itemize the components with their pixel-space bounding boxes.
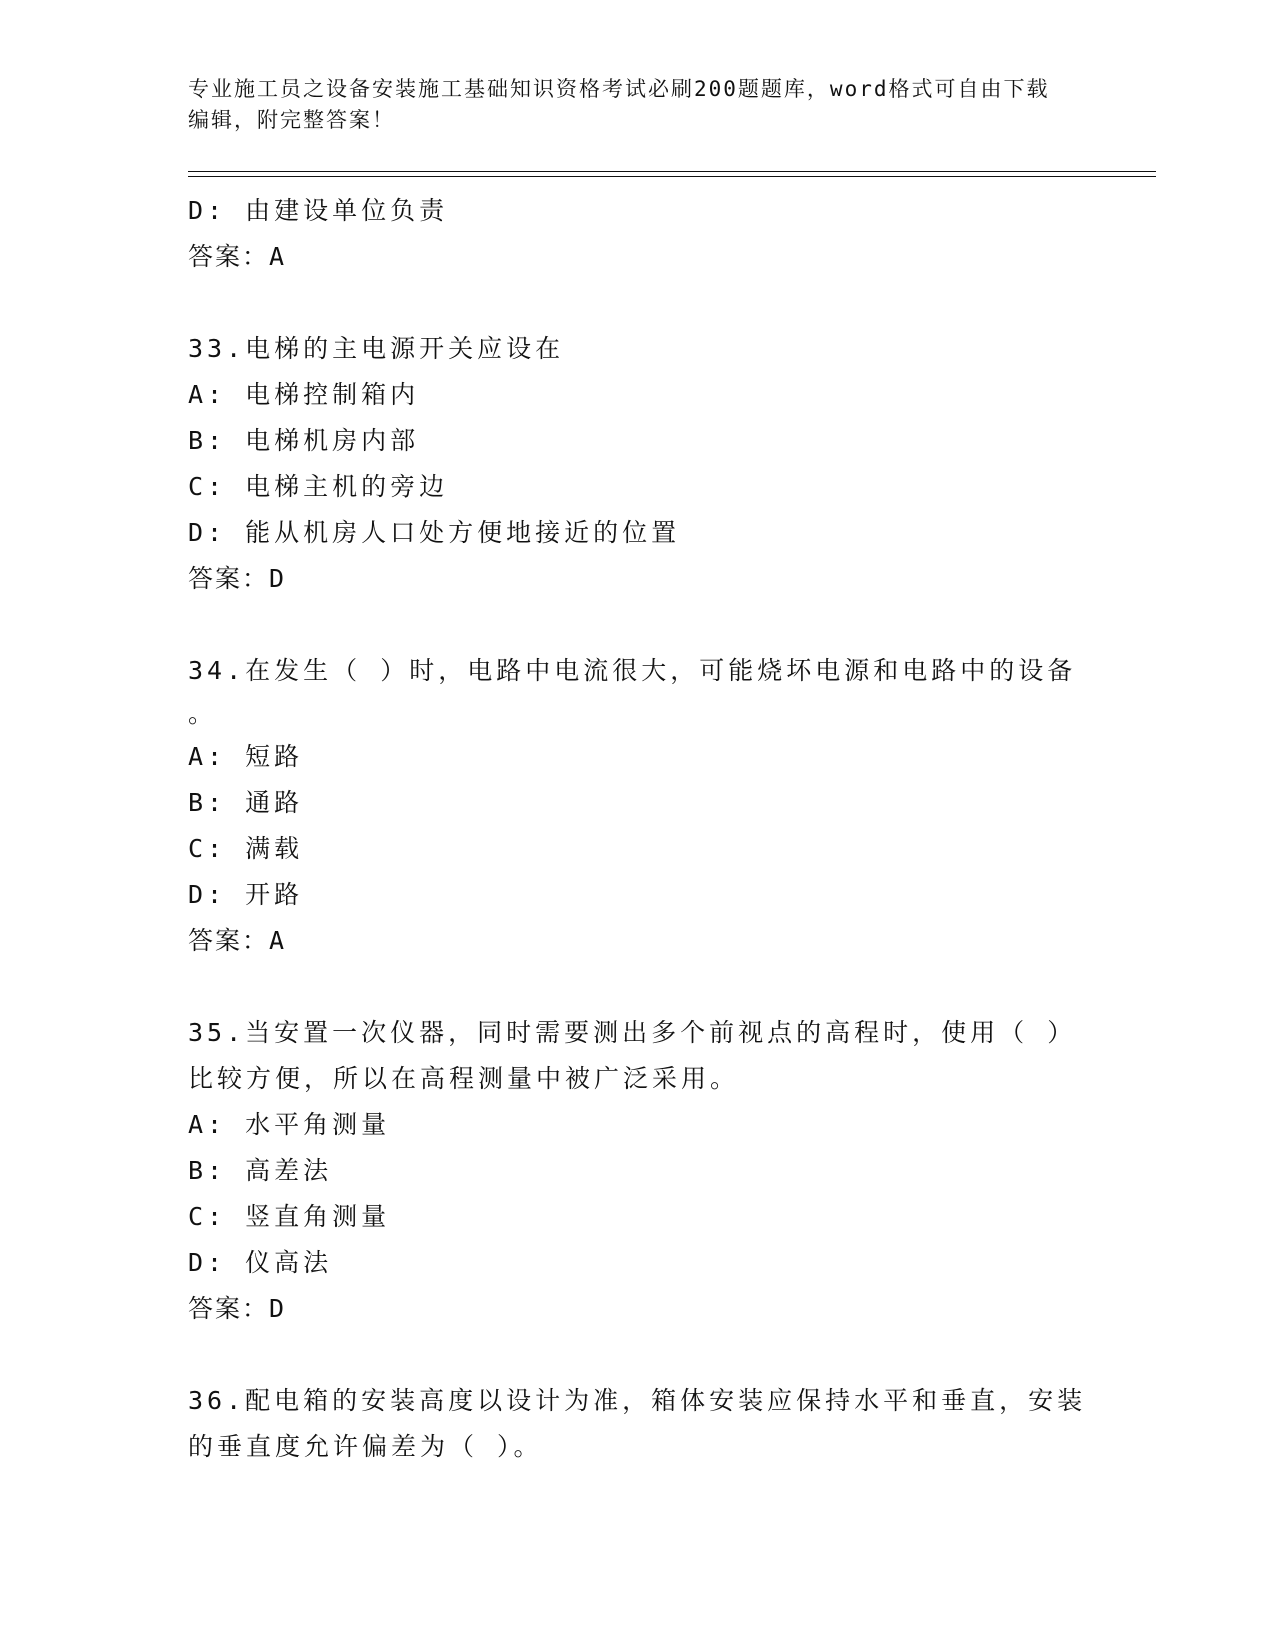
document-header: [188, 74, 1068, 136]
question-stem: 33.电梯的主电源开关应设在: [188, 334, 565, 363]
question-34: [188, 648, 1088, 964]
question-stem-line-1: 36.配电箱的安装高度以设计为准，箱体安装应保持水平和垂直，安装: [188, 1386, 1087, 1415]
spacer: [188, 280, 1088, 326]
spacer: [188, 964, 1088, 1010]
option-c: C: 满载: [188, 834, 304, 863]
option-d: D: 仪高法: [188, 1248, 333, 1277]
option-c: C: 竖直角测量: [188, 1202, 391, 1231]
question-36: [188, 1378, 1088, 1470]
option-d: D: 开路: [188, 880, 304, 909]
prev-answer: 答案：A: [188, 242, 287, 271]
option-b: B: 高差法: [188, 1156, 333, 1185]
spacer: [188, 602, 1088, 648]
question-list: [188, 188, 1088, 1470]
option-a: A: 短路: [188, 742, 304, 771]
question-stem-line-2: 。: [188, 699, 218, 728]
prev-option-d: D: 由建设单位负责: [188, 196, 449, 225]
question-stem-line-2: 的垂直度允许偏差为（ ）。: [188, 1432, 543, 1461]
option-b: B: 电梯机房内部: [188, 426, 420, 455]
header-title: 专业施工员之设备安装施工基础知识资格考试必刷200题题库，word格式可自由下载编辑，附完整答案！: [188, 77, 1050, 132]
question-stem-line-1: 34.在发生（ ）时，电路中电流很大，可能烧坏电源和电路中的设备: [188, 656, 1077, 685]
answer: 答案：A: [188, 926, 287, 955]
option-c: C: 电梯主机的旁边: [188, 472, 449, 501]
question-35: [188, 1010, 1088, 1332]
question-stem-line-2: 比较方便，所以在高程测量中被广泛采用。: [188, 1064, 740, 1093]
question-stem-line-1: 35.当安置一次仪器，同时需要测出多个前视点的高程时，使用（ ）: [188, 1018, 1077, 1047]
option-a: A: 水平角测量: [188, 1110, 391, 1139]
option-d: D: 能从机房人口处方便地接近的位置: [188, 518, 681, 547]
header-rule-bottom: [188, 176, 1156, 177]
answer: 答案：D: [188, 564, 287, 593]
spacer: [188, 1332, 1088, 1378]
option-a: A: 电梯控制箱内: [188, 380, 420, 409]
question-33: [188, 326, 1088, 602]
header-rule-top: [188, 171, 1156, 172]
option-b: B: 通路: [188, 788, 304, 817]
answer: 答案：D: [188, 1294, 287, 1323]
